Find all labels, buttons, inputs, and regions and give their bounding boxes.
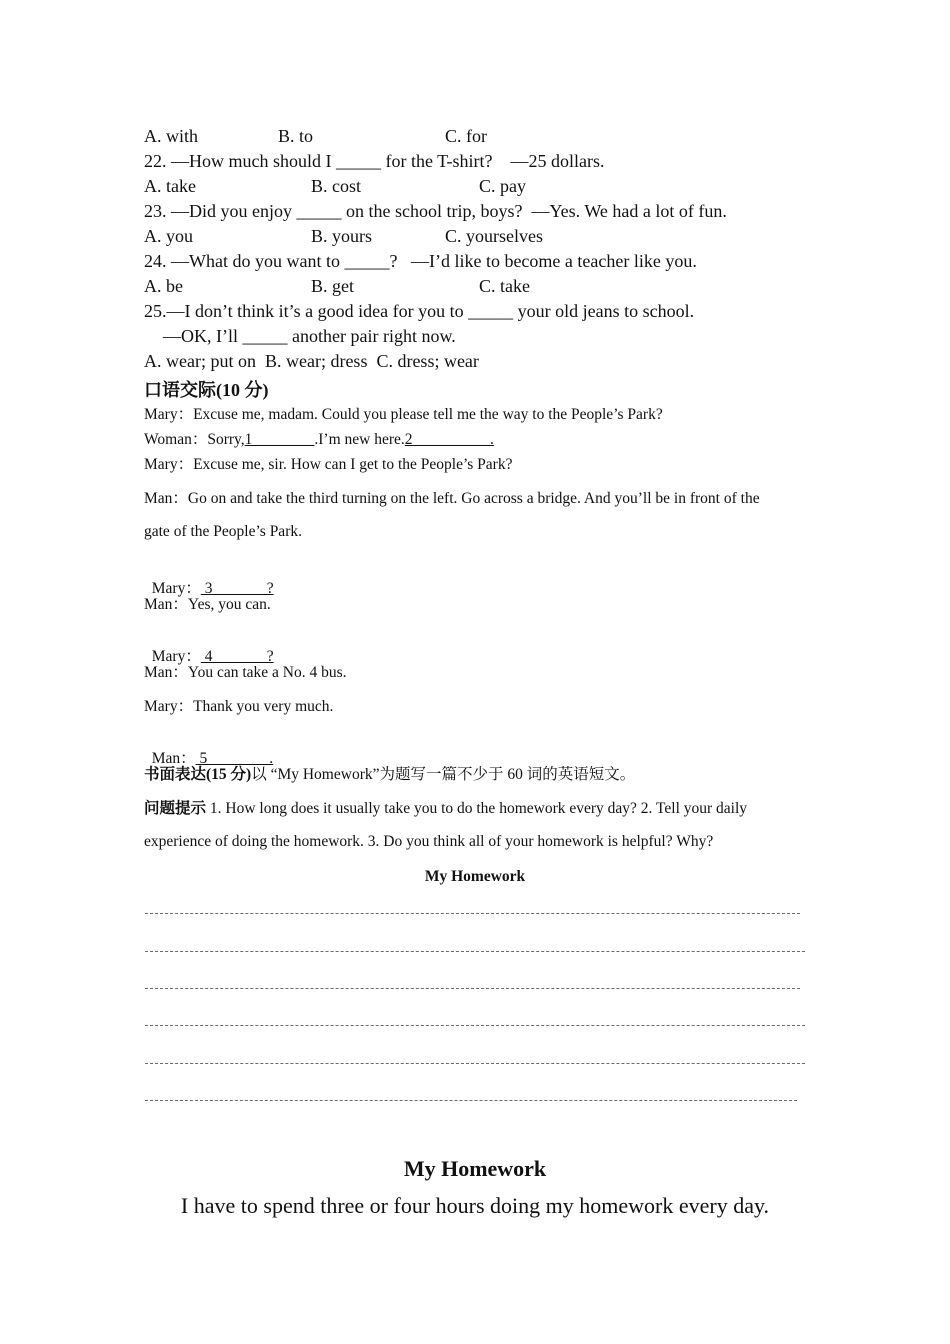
dialogue-text: .I’m new here. xyxy=(314,431,405,448)
answer-blank-5[interactable]: 5 . xyxy=(195,750,274,767)
speaker-man: Man： xyxy=(151,750,196,767)
speaker-man: Man： xyxy=(144,664,188,681)
writing-line[interactable] xyxy=(145,1100,797,1101)
q23-option-b: B. yours xyxy=(311,226,373,246)
dialogue-text: Sorry, xyxy=(207,431,245,448)
speaker-woman: Woman： xyxy=(144,431,208,448)
dialogue-text: Yes, you can. xyxy=(187,596,271,613)
dialogue-text: Thank you very much. xyxy=(193,698,334,715)
writing-heading-text: 以 “My Homework”为题写一篇不少于 60 词的英语短文。 xyxy=(251,766,636,783)
q22-text: 22. —How much should I _____ for the T-shirt? —25 dollars. xyxy=(144,151,605,171)
q24-text: 24. —What do you want to _____? —I’d like to become a teacher like you. xyxy=(144,251,697,271)
q25-line-2: —OK, I’ll _____ another pair right now. xyxy=(163,326,456,346)
q23-text: 23. —Did you enjoy _____ on the school trip, boys? —Yes. We had a lot of fun. xyxy=(144,201,727,221)
dialogue-line-4 xyxy=(144,486,760,508)
q22-option-c: C. pay xyxy=(479,176,526,196)
writing-line[interactable] xyxy=(145,988,800,989)
q24-option-c: C. take xyxy=(479,276,530,296)
speaker-mary: Mary： xyxy=(144,698,194,715)
speaker-mary: Mary： xyxy=(151,648,201,665)
writing-hint-text: 1. How long does it usually take you to do the homework every day? 2. Tell your daily xyxy=(206,800,748,817)
speaker-man: Man： xyxy=(144,490,188,507)
q24-option-a: A. be xyxy=(144,276,183,296)
writing-line[interactable] xyxy=(145,1063,805,1064)
q24-option-b: B. get xyxy=(311,276,354,296)
q21-option-a: A. with xyxy=(144,126,198,146)
writing-hint-cont: experience of doing the homework. 3. Do you think all of your homework is helpful? Why? xyxy=(144,833,714,850)
answer-blank-3[interactable]: 3 ? xyxy=(200,580,274,597)
writing-hint xyxy=(144,796,747,818)
answer-sentence: I have to spend three or four hours doing my homework every day. xyxy=(180,1193,770,1218)
speaker-mary: Mary： xyxy=(144,456,194,473)
dialogue-line-9 xyxy=(144,694,333,716)
dialogue-text: Excuse me, sir. How can I get to the People’s Park? xyxy=(193,456,513,473)
speaker-mary: Mary： xyxy=(151,580,201,597)
answer-blank-4[interactable]: 4 ? xyxy=(200,648,274,665)
answer-blank-2[interactable]: 2__________. xyxy=(404,431,494,448)
q21-option-c: C. for xyxy=(445,126,487,146)
q23-option-a: A. you xyxy=(144,226,193,246)
answer-blank-1[interactable]: 1________ xyxy=(244,431,315,448)
dialogue-line-2 xyxy=(144,427,494,449)
writing-line[interactable] xyxy=(145,1025,805,1026)
dialogue-heading: 口语交际(10 分) xyxy=(144,380,269,400)
answer-title: My Homework xyxy=(403,1156,547,1181)
writing-hint-label: 问题提示 xyxy=(144,800,207,817)
writing-line[interactable] xyxy=(145,913,800,914)
dialogue-line-8 xyxy=(144,660,347,682)
writing-line[interactable] xyxy=(145,951,805,952)
writing-title: My Homework xyxy=(424,868,526,885)
speaker-man: Man： xyxy=(144,596,188,613)
q25-line-1: 25.—I don’t think it’s a good idea for you to _____ your old jeans to school. xyxy=(144,301,695,321)
writing-heading xyxy=(144,762,635,784)
dialogue-line-4-cont: gate of the People’s Park. xyxy=(144,523,302,540)
q25-options: A. wear; put on B. wear; dress C. dress; wear xyxy=(144,351,479,371)
dialogue-text: Go on and take the third turning on the left. Go across a bridge. And you’ll be in front of the xyxy=(187,490,760,507)
q22-option-b: B. cost xyxy=(311,176,362,196)
speaker-mary: Mary： xyxy=(144,406,194,423)
dialogue-text: You can take a No. 4 bus. xyxy=(187,664,347,681)
dialogue-line-3 xyxy=(144,452,512,474)
dialogue-line-6 xyxy=(144,592,271,614)
q22-option-a: A. take xyxy=(144,176,196,196)
q21-option-b: B. to xyxy=(278,126,314,146)
dialogue-text: Excuse me, madam. Could you please tell me the way to the People’s Park? xyxy=(193,406,663,423)
writing-heading-bold: 书面表达(15 分) xyxy=(144,766,252,783)
q23-option-c: C. yourselves xyxy=(445,226,543,246)
dialogue-line-1 xyxy=(144,402,663,424)
